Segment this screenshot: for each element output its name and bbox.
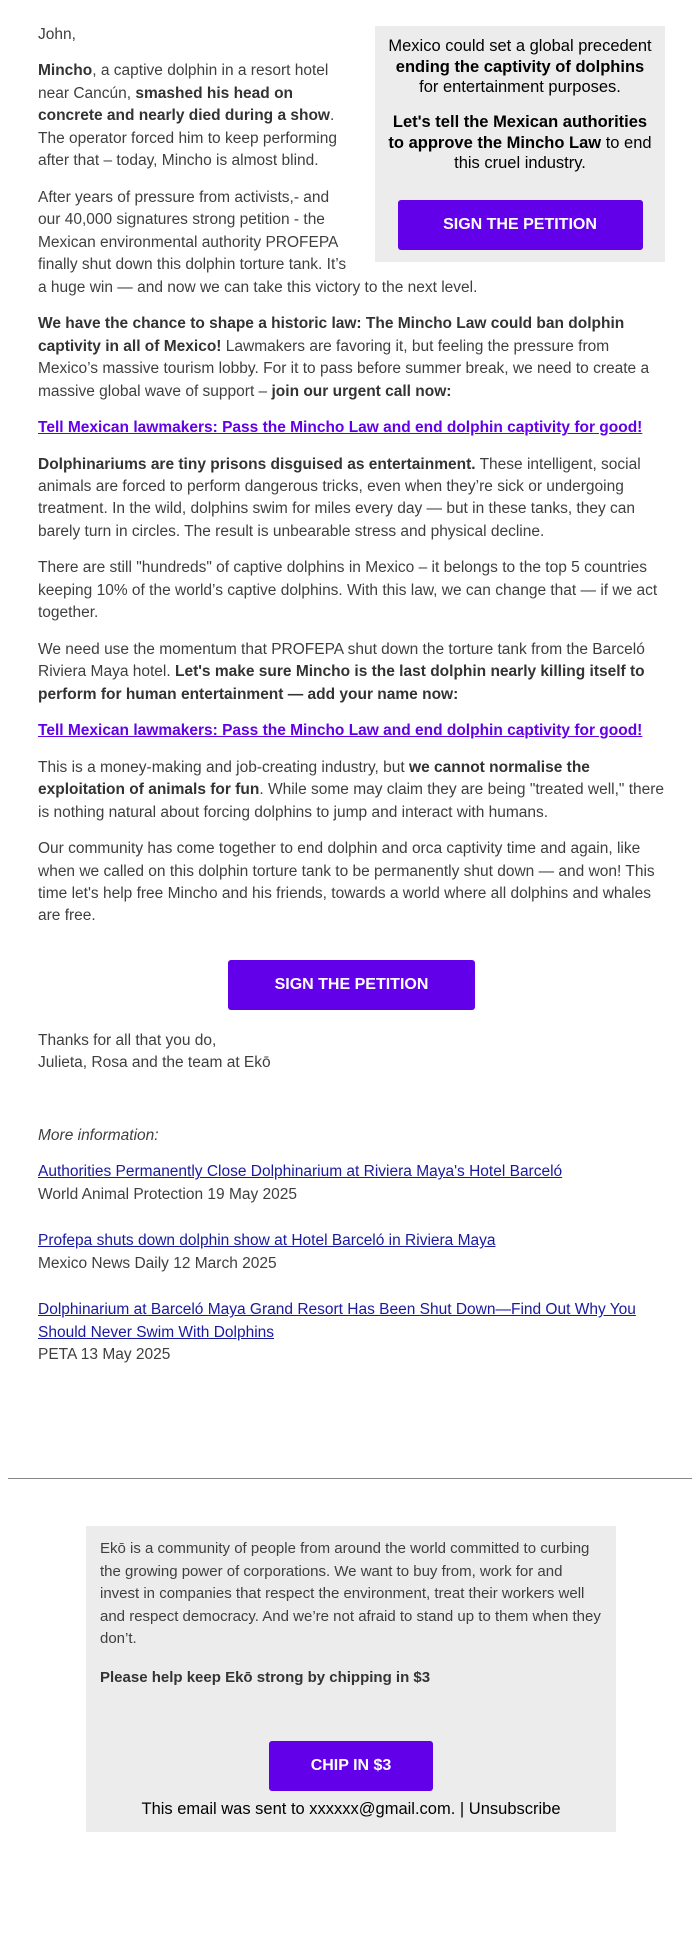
callout-sign-petition-button[interactable]: SIGN THE PETITION [398, 200, 643, 250]
more-info-heading: More information: [38, 1126, 159, 1144]
momentum-paragraph: We need use the momentum that PROFEPA shut down the torture tank from the Barceló Riviera Maya hotel. Let's make sure Mincho is the last dolphin nearly killing itself to perform for human entertainment — add your name now: [38, 640, 645, 703]
callout-precedent: Mexico could set a global precedent ending the captivity of dolphins for entertainment purposes. [388, 37, 652, 97]
pass-mincho-law-link-2[interactable]: Tell Mexican lawmakers: Pass the Mincho Law and end dolphin captivity for good! [38, 722, 643, 740]
reference-link-1[interactable]: Authorities Permanently Close Dolphinarium at Riviera Maya's Hotel Barceló [38, 1163, 563, 1181]
reference-item [38, 1299, 665, 1366]
recipient-email: xxxxxx@gmail.com. [309, 1800, 456, 1818]
cta-link-paragraph-1 [38, 417, 665, 439]
intro-paragraph: Mincho, a captive dolphin in a resort hotel near Cancún, smashed his head on concrete and nearly died during a show. The operator forced him to keep performing after that – today, Mincho is almost blind. [38, 62, 337, 170]
sent-to-line: This email was sent to xxxxxx@gmail.com. | Unsubscribe [141, 1800, 561, 1818]
signoff: Thanks for all that you do, Julieta, Rosa and the team at Ekō [38, 1031, 271, 1072]
footer [86, 1526, 616, 1832]
reference-source-2: Mexico News Daily 12 March 2025 [38, 1254, 277, 1272]
reference-source-3: PETA 13 May 2025 [38, 1346, 171, 1364]
hundreds-paragraph: There are still "hundreds" of captive dolphins in Mexico – it belongs to the top 5 countries keeping 10% of the world’s captive dolphins. With this law, we can change that — if we act together. [38, 559, 658, 622]
callout-ask: Let's tell the Mexican authorities to approve the Mincho Law to end this cruel industry. [388, 112, 652, 173]
footer-divider [8, 1478, 692, 1479]
law-paragraph: We have the chance to shape a historic law: The Mincho Law could ban dolphin captivity in all of Mexico! Lawmakers are favoring it, but feeling the pressure from Mexico’s massive tourism lobby. For it to pass before summer break, we need to create a massive global wave of support – join our urgent call now: [38, 315, 650, 400]
greeting: John, [38, 26, 76, 43]
main-cta-container [38, 942, 665, 1020]
community-paragraph: Our community has come together to end dolphin and orca captivity time and again, like when we called on this dolphin torture tank to be permanently shut down — and won! This time let's help free Mincho and his friends, towards a world where all dolphins and whales are free. [38, 840, 655, 925]
prisons-paragraph: Dolphinariums are tiny prisons disguised as entertainment. These intelligent, social animals are forced to perform dangerous tricks, even when they’re sick or undergoing treatment. In the wild, dolphins swim for miles every day — but in these tanks, they can barely turn in circles. The result is unbearable stress and physical decline. [38, 455, 641, 540]
reference-source-1: World Animal Protection 19 May 2025 [38, 1185, 298, 1203]
chip-in-button[interactable]: CHIP IN $3 [269, 1741, 433, 1791]
chip-in-container [100, 1703, 602, 1791]
industry-paragraph: This is a money-making and job-creating industry, but we cannot normalise the exploitation of animals for fun. While some may claim they are being "treated well," there is nothing natural about forcing dolphins to jump and interact with humans. [38, 758, 665, 821]
footer-ask: Please help keep Ekō strong by chipping in $3 [100, 1668, 431, 1686]
reference-link-2[interactable]: Profepa shuts down dolphin show at Hotel Barceló in Riviera Maya [38, 1232, 496, 1250]
reference-link-3[interactable]: Dolphinarium at Barceló Maya Grand Resort Has Been Shut Down—Find Out Why You Should Never Swim With Dolphins [38, 1301, 636, 1341]
sign-petition-button[interactable]: SIGN THE PETITION [228, 960, 475, 1010]
email-body [38, 24, 665, 1367]
cta-link-paragraph-2 [38, 720, 665, 742]
unsubscribe-link[interactable]: Unsubscribe [468, 1800, 561, 1818]
victory-paragraph: After years of pressure from activists,- and our 40,000 signatures strong petition - the Mexican environmental authority PROFEPA finally shut down this dolphin torture tank. It’s a huge win — and now we can take this victory to the next level. [38, 188, 478, 296]
reference-item [38, 1230, 665, 1275]
pass-mincho-law-link[interactable]: Tell Mexican lawmakers: Pass the Mincho Law and end dolphin captivity for good! [38, 419, 643, 437]
reference-item [38, 1161, 665, 1206]
petition-callout [375, 26, 665, 262]
footer-about: Ekō is a community of people from around the world committed to curbing the growing power of corporations. We want to buy from, work for and invest in companies that respect the environment, treat their workers well and respect democracy. And we’re not afraid to stand up to them when they don’t. [100, 1540, 601, 1647]
